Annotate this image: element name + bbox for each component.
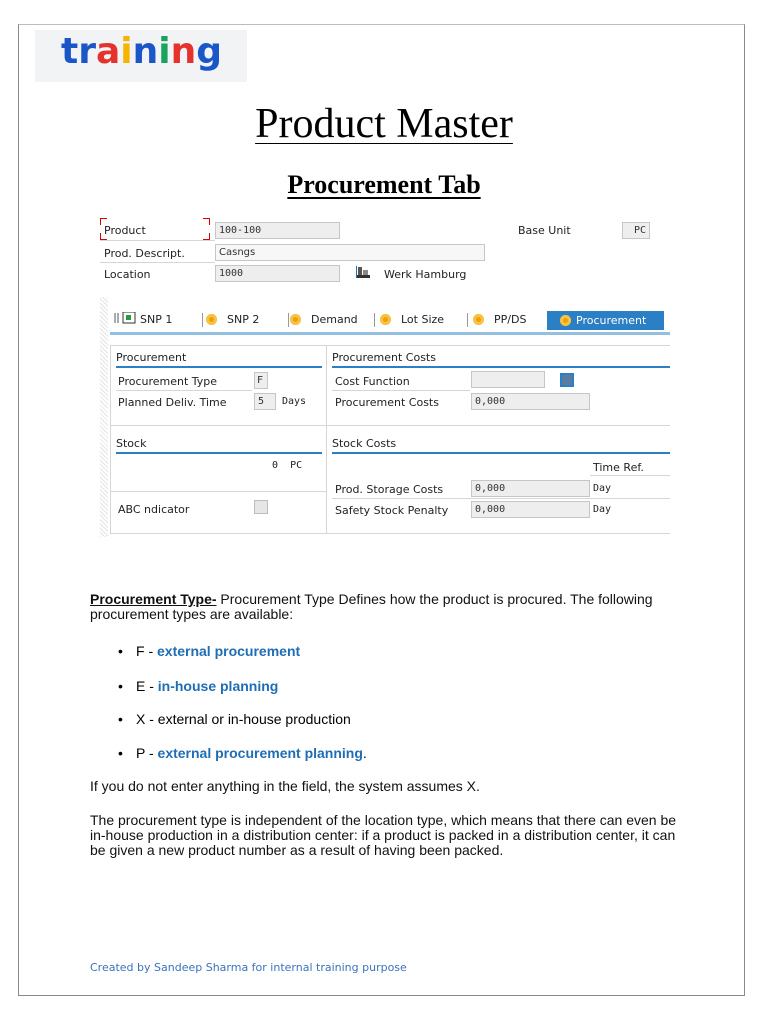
prod-storage-costs-field[interactable]: 0,000 [471,480,590,497]
status-dot-icon [290,314,301,325]
planned-deliv-time-field[interactable]: 5 [254,393,276,410]
default-note: If you do not enter anything in the field, the system assumes X. [90,778,480,794]
logo-letter: t [61,31,79,72]
tab-ppds[interactable]: PP/DS [473,311,526,329]
bullet-icon: • [118,745,123,761]
safety-stock-penalty-label: Safety Stock Penalty [335,504,449,517]
stock-value: 0 PC [272,460,303,471]
list-item [118,678,278,694]
hatch-border [100,297,108,537]
divider [100,262,215,263]
section-border [110,345,111,533]
logo-letter: n [132,31,159,72]
procurement-costs-label: Procurement Costs [335,396,439,409]
status-dot-icon [473,314,484,325]
section-border [110,345,670,346]
bullet-icon: • [118,643,123,659]
logo-letter: n [170,31,197,72]
logo-letter: r [78,31,96,72]
type-description: external or in-house production [157,711,351,727]
list-item [118,643,300,659]
list-item [118,745,367,761]
abc-indicator-label: ABC ndicator [118,503,190,516]
safety-stock-penalty-field[interactable]: 0,000 [471,501,590,518]
base-unit-field[interactable]: PC [622,222,650,239]
divider [100,240,215,241]
stock-costs-section-title: Stock Costs [332,437,670,454]
divider [332,498,670,499]
divider [332,390,470,391]
type-code: E - [136,678,158,694]
prod-storage-costs-label: Prod. Storage Costs [335,483,444,496]
type-description: external procurement planning [157,745,363,761]
logo-letter: i [120,31,133,72]
stock-section-title: Stock [116,437,322,454]
divider [110,491,326,492]
section-border [326,345,327,533]
focus-corner-tr [203,218,210,225]
focus-corner-br [203,233,210,240]
divider [590,475,670,476]
logo-letter: a [95,31,121,72]
type-code: X - [136,711,158,727]
logo-letter: i [158,31,171,72]
list-item [118,711,351,727]
page-subtitle: Procurement Tab [287,170,481,199]
procurement-type-intro: Procurement Type- Procurement Type Defines how the product is procured. The following procurement types are available: [90,591,653,622]
status-dot-icon [380,314,391,325]
sap-product-master-screen [100,215,670,540]
cost-function-label: Cost Function [335,375,410,388]
footer-credit: Created by Sandeep Sharma for internal training purpose [90,961,407,974]
logo-text [61,31,222,72]
procurement-section-title: Procurement [116,351,322,368]
bullet-icon: • [118,678,123,694]
time-ref-label: Time Ref. [593,461,644,474]
tab-snp2[interactable]: SNP 2 [206,311,259,329]
prod-descript-label: Prod. Descript. [104,247,185,260]
location-field[interactable]: 1000 [215,265,340,282]
abc-indicator-field[interactable] [254,500,268,514]
procurement-type-label: Procurement Type [118,375,218,388]
procurement-costs-section-title: Procurement Costs [332,351,670,368]
training-logo [35,30,247,82]
cost-function-button-icon[interactable] [560,373,574,387]
tab-lot-size[interactable]: Lot Size [380,311,444,329]
deliv-unit: Days [282,396,307,407]
type-code: P - [136,745,158,761]
location-label: Location [104,268,151,281]
status-dot-icon [560,315,571,326]
type-code: F - [136,643,157,659]
section-border [110,533,670,534]
logo-letter: g [196,31,223,72]
location-details-icon[interactable] [355,265,371,279]
type-description: in-house planning [157,678,279,694]
procurement-type-field[interactable]: F [254,372,268,389]
type-description: external procurement [157,643,301,659]
location-name: Werk Hamburg [384,268,467,281]
planned-deliv-time-label: Planned Deliv. Time [118,396,227,409]
section-border [110,425,670,426]
suffix: . [362,745,367,761]
storage-time-ref: Day [593,483,612,494]
tab-procurement[interactable]: Procurement [547,311,664,330]
product-label: Product [104,224,146,237]
tab-demand[interactable]: Demand [290,311,358,329]
tab-snp1[interactable]: SNP 1 [114,311,172,329]
base-unit-label: Base Unit [518,224,571,237]
penalty-time-ref: Day [593,504,612,515]
tab-underline [110,332,670,335]
page-title: Product Master [255,101,513,147]
bullet-icon: • [118,711,123,727]
snp1-icon [114,312,136,323]
independence-note: The procurement type is independent of the location type, which means that there can even be in-house production in a distribution center: if a product is packed in a distribution center, it can be given a new product number as a result of having been packed. [90,812,677,858]
status-dot-icon [206,314,217,325]
divider [116,390,252,391]
cost-function-field[interactable] [471,371,545,388]
prod-descript-field[interactable]: Casngs [215,244,485,261]
procurement-costs-field[interactable]: 0,000 [471,393,590,410]
product-field[interactable]: 100-100 [215,222,340,239]
